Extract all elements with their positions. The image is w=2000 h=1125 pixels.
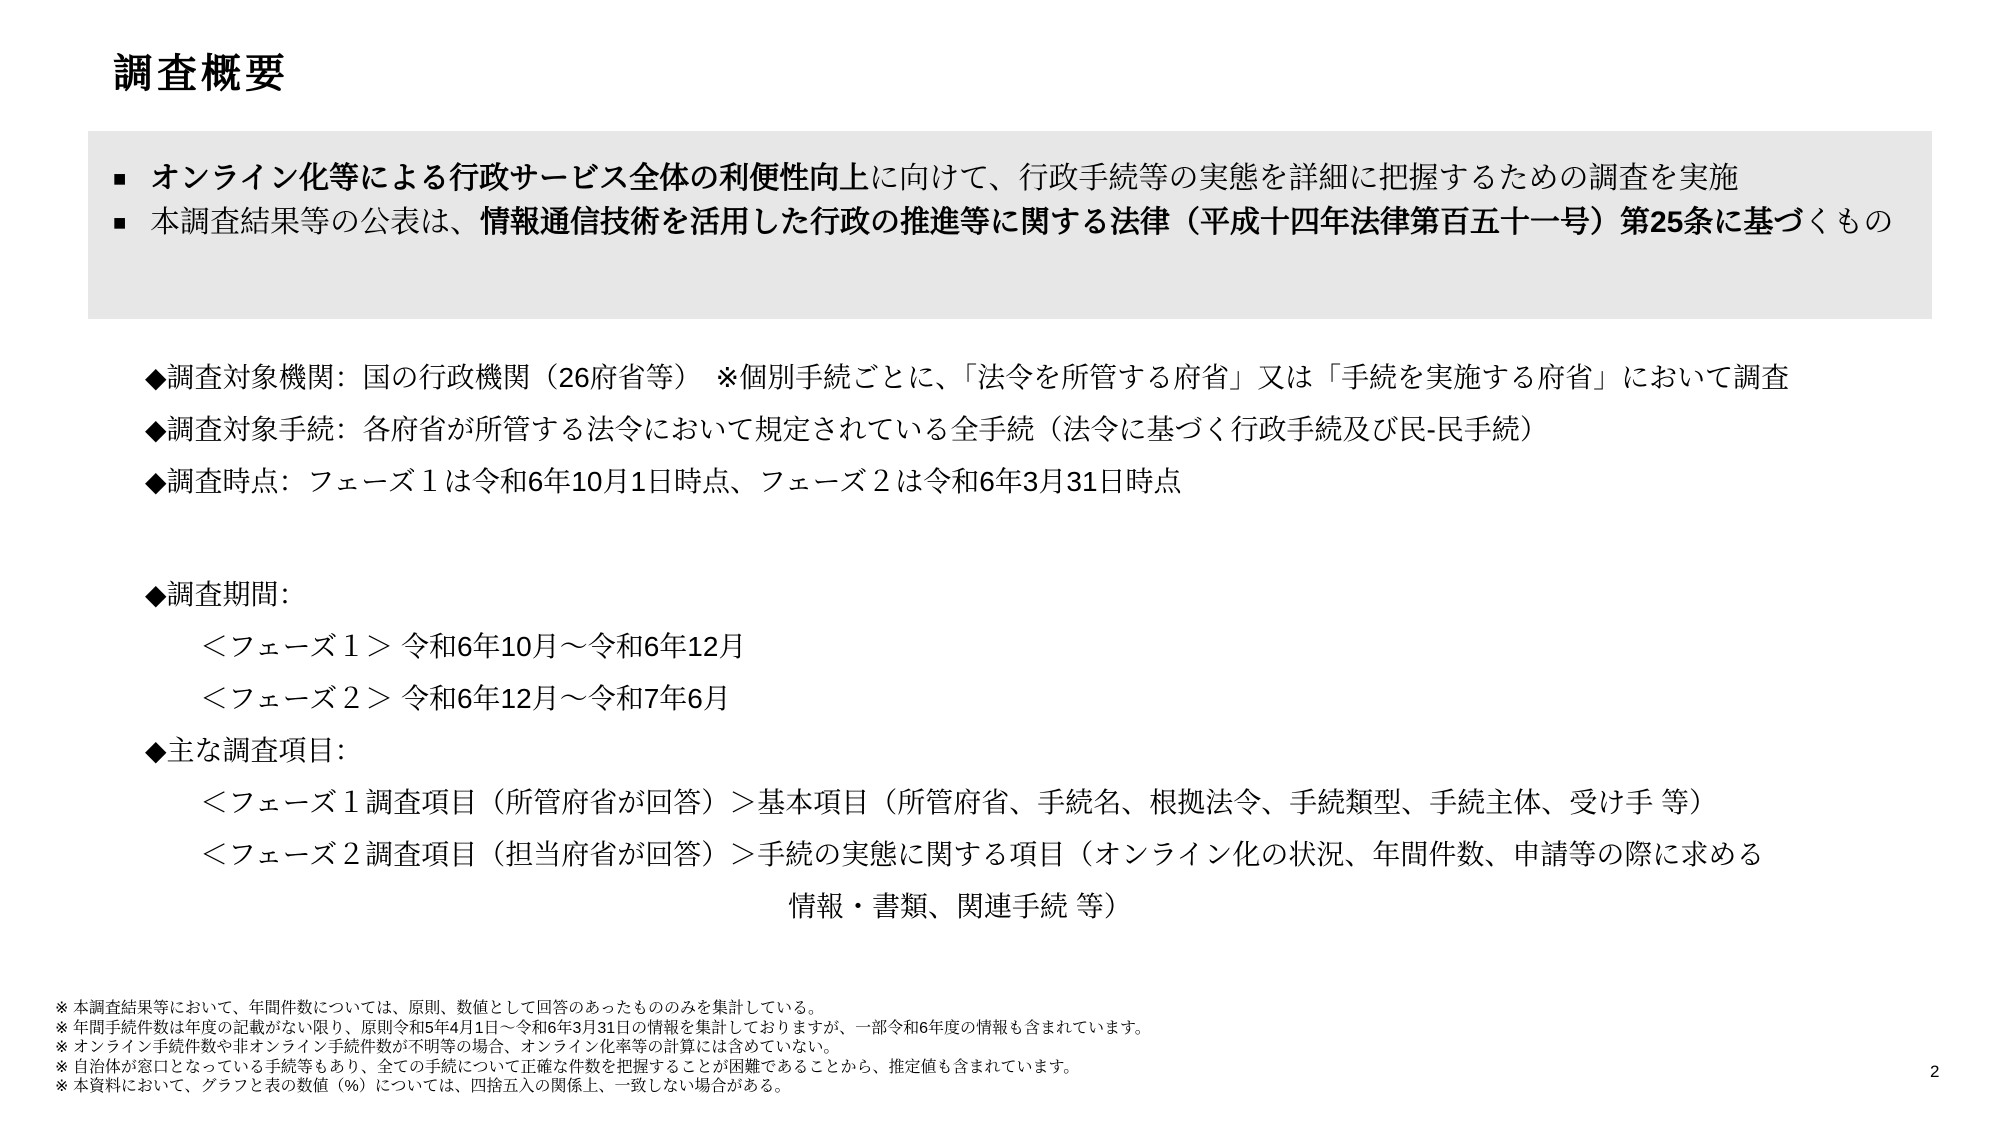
bullet-text-segment: オンライン化等による行政サービス全体の利便性向上 xyxy=(150,162,870,195)
page-number: 2 xyxy=(1930,1062,1940,1081)
detail-line-phase2-items: ＜フェーズ２調査項目（担当府省が回答）＞手続の実態に関する項目（オンライン化の状況、年間件数、申請等の際に求める xyxy=(200,839,1765,870)
square-bullet-icon: ■ xyxy=(113,210,127,235)
summary-bullet-2 xyxy=(113,201,1908,245)
survey-details-list xyxy=(145,352,1945,933)
detail-line-main-items: ◆主な調査項目： xyxy=(145,735,363,766)
bullet-text-segment: くもの xyxy=(1803,206,1894,239)
detail-line-phase2-items-continued: 情報・書類、関連手続 等） xyxy=(788,891,1132,922)
detail-line-phase2-period: ＜フェーズ２＞ 令和6年12月～令和7年6月 xyxy=(200,683,731,714)
summary-bullet-1-text xyxy=(150,157,1908,201)
detail-line-phase1-items: ＜フェーズ１調査項目（所管府省が回答）＞基本項目（所管府省、手続名、根拠法令、手続類型、手続主体、受け手 等） xyxy=(200,787,1717,818)
footnotes xyxy=(55,999,1151,1097)
summary-bullet-2-text xyxy=(150,201,1908,245)
square-bullet-icon: ■ xyxy=(113,166,127,191)
footnote-line: ※ オンライン手続件数や非オンライン手続件数が不明等の場合、オンライン化率等の計算には含めていない。 xyxy=(55,1039,840,1056)
detail-line-phase1-period: ＜フェーズ１＞ 令和6年10月～令和6年12月 xyxy=(200,631,747,662)
summary-bullet-1 xyxy=(113,157,1908,201)
page-title: 調査概要 xyxy=(113,52,289,96)
bullet-text-segment: 情報通信技術を活用した行政の推進等に関する法律（平成十四年法律第百五十一号）第25条に基づ xyxy=(480,206,1804,239)
footnote-line: ※ 自治体が窓口となっている手続等もあり、全ての手続について正確な件数を把握することが困難であることから、推定値も含まれています。 xyxy=(55,1058,1080,1076)
bullet-text-segment: 本調査結果等の公表は、 xyxy=(150,206,480,239)
detail-line-survey-point: ◆調査時点：フェーズ１は令和6年10月1日時点、フェーズ２は令和6年3月31日時点 xyxy=(145,466,1182,497)
detail-line-target-agencies: ◆調査対象機関：国の行政機関（26府省等） ※個別手続ごとに、「法令を所管する府省」又は「手続を実施する府省」において調査 xyxy=(145,362,1790,393)
bullet-text-segment: に向けて、行政手続等の実態を詳細に把握するための調査を実施 xyxy=(869,162,1739,195)
footnote-line: ※ 年間手続件数は年度の記載がない限り、原則令和5年4月1日～令和6年3月31日の情報を集計しておりますが、一部令和6年度の情報も含まれています。 xyxy=(55,1019,1151,1037)
footnote-line: ※ 本調査結果等において、年間件数については、原則、数値として回答のあったもののみを集計している。 xyxy=(55,1000,825,1017)
summary-highlight-box xyxy=(88,131,1932,319)
detail-line-survey-period: ◆調査期間： xyxy=(145,579,307,610)
footnote-line: ※ 本資料において、グラフと表の数値（%）については、四捨五入の関係上、一致しない場合がある。 xyxy=(55,1078,791,1095)
detail-line-target-procedures: ◆調査対象手続：各府省が所管する法令において規定されている全手続（法令に基づく行政手続及び民-民手続） xyxy=(145,414,1548,445)
